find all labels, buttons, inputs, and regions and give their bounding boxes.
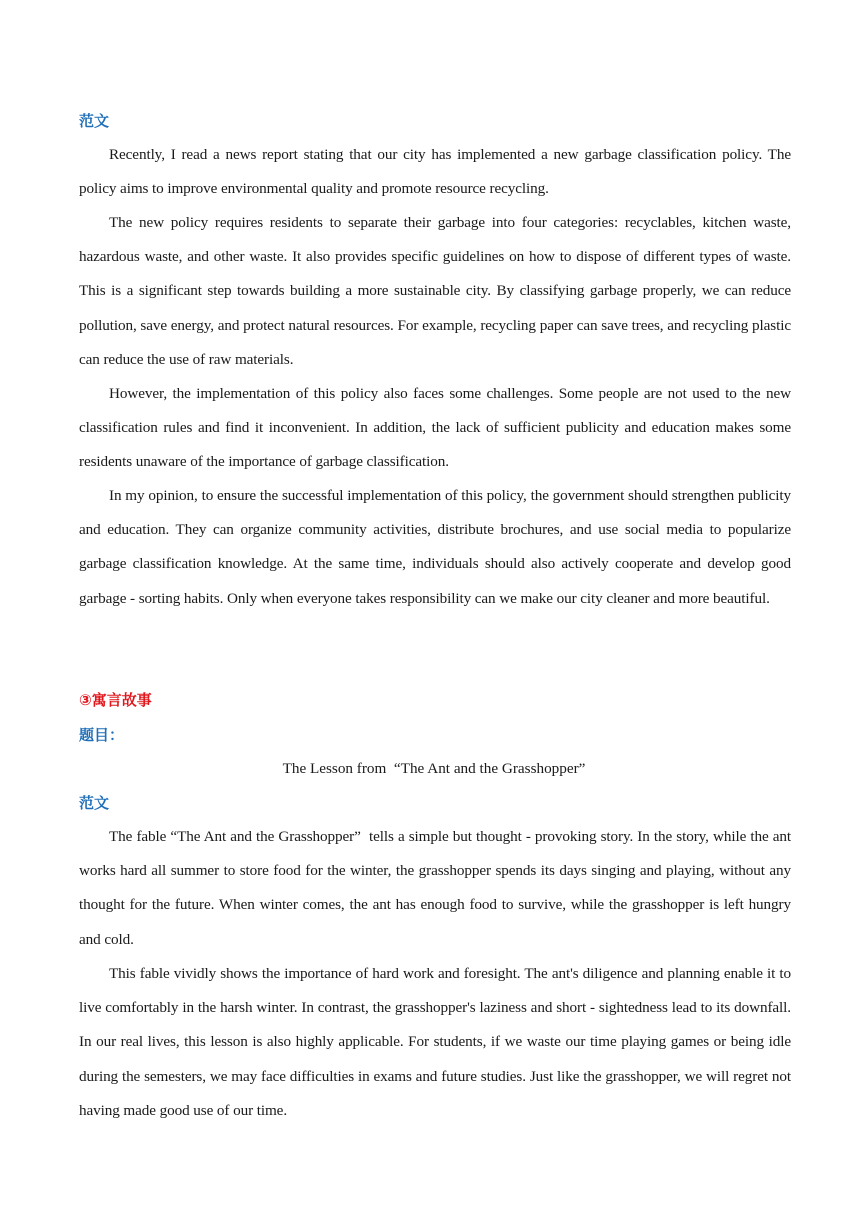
essay2-paragraph-2: This fable vividly shows the importance of hard work and foresight. The ant's diligence and planning enable it to live comfortably in the harsh winter. In contrast, the grasshopper's laziness and short - sightedness lead to its downfall. In our real lives, this lesson is also highly applicable. For students, if we waste our time playing games or being idle during the semesters, we may face difficulties in exams and future studies. Just like the grasshopper, we will regret not having made good use of our time. [79, 965, 791, 1119]
model-essay-heading-2: 范文 [79, 794, 110, 812]
essay1-paragraph-2: The new policy requires residents to separate their garbage into four categories: recyclables, kitchen waste, hazardous waste, and other waste. It also provides specific guidelines on how to dispose of different types of waste. This is a significant step towards building a more sustainable city. By classifying garbage properly, we can reduce pollution, save energy, and protect natural resources. For example, recycling paper can save trees, and recycling plastic can reduce the use of raw materials. [79, 214, 791, 368]
essay1-paragraph-3: However, the implementation of this policy also faces some challenges. Some people are not used to the new classification rules and find it inconvenient. In addition, the lack of sufficient publicity and education makes some residents unaware of the importance of garbage classification. [79, 385, 791, 471]
model-essay-heading-1: 范文 [79, 112, 110, 130]
essay1-paragraph-4: In my opinion, to ensure the successful implementation of this policy, the government should strengthen publicity and education. They can organize community activities, distribute brochures, and use social media to popularize garbage classification knowledge. At the same time, individuals should also actively cooperate and develop good garbage - sorting habits. Only when everyone takes responsibility can we make our city cleaner and more beautiful. [79, 487, 791, 607]
topic-heading: 题目： [79, 726, 125, 744]
essay2-paragraph-1: The fable “The Ant and the Grasshopper” tells a simple but thought - provoking story. In the story, while the ant works hard all summer to store food for the winter, the grasshopper spends its days singing and playing, without any thought for the future. When winter comes, the ant has enough food to survive, while the grasshopper is left hungry and cold. [79, 828, 791, 948]
essay1-paragraph-1: Recently, I read a news report stating that our city has implemented a new garbage classification policy. The policy aims to improve environmental quality and promote resource recycling. [79, 146, 791, 198]
essay-title: The Lesson from “The Ant and the Grasshopper” [282, 760, 586, 777]
category-heading-fable: ③寓言故事 [79, 691, 152, 709]
